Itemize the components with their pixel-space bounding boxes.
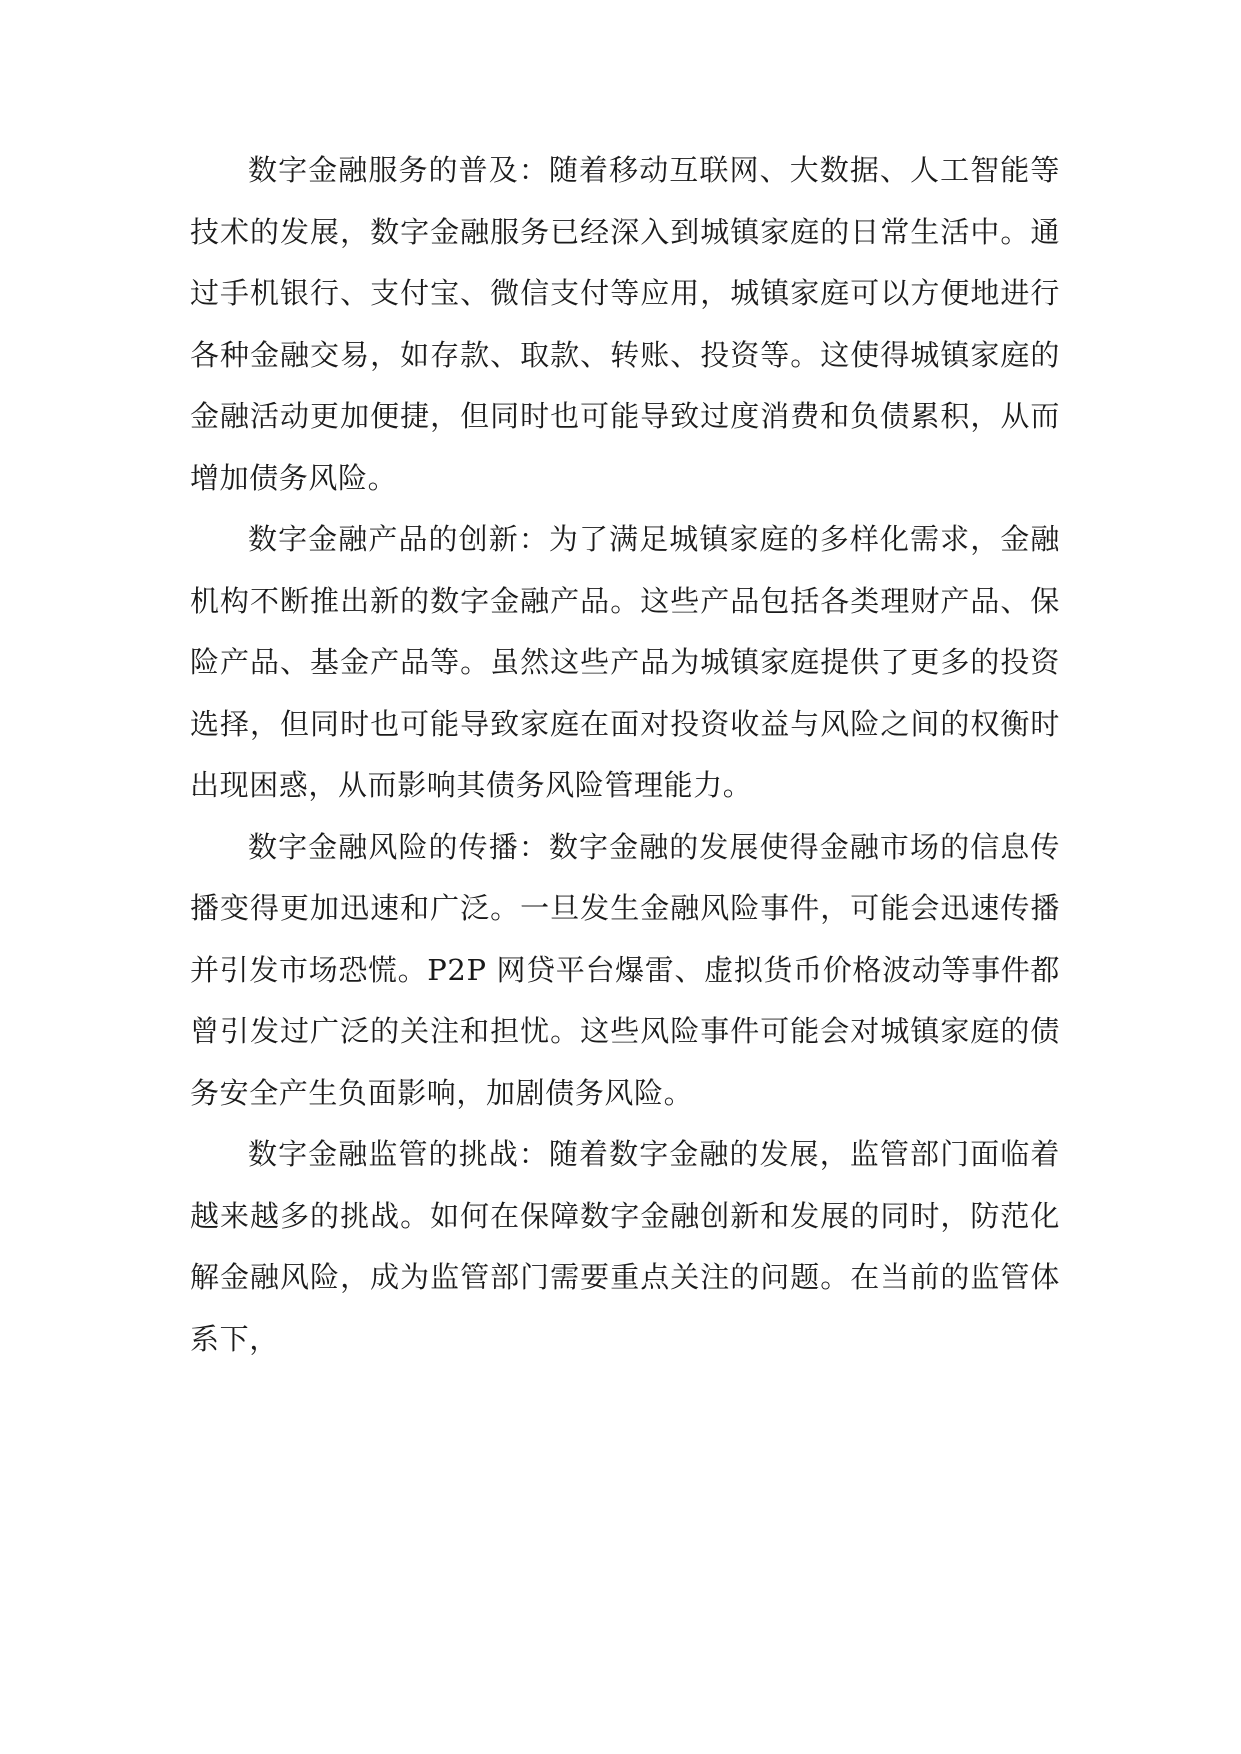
paragraph-digital-finance-risk-spread: 数字金融风险的传播：数字金融的发展使得金融市场的信息传播变得更加迅速和广泛。一旦发生金融风险事件，可能会迅速传播并引发市场恐慌。P2P 网贷平台爆雷、虚拟货币价格波动等事件都曾引发过广泛的关注和担忧。这些风险事件可能会对城镇家庭的债务安全产生负面影响，加剧债务风险。 <box>190 829 1060 1110</box>
document-body <box>190 140 1060 1370</box>
paragraph-digital-finance-services: 数字金融服务的普及：随着移动互联网、大数据、人工智能等技术的发展，数字金融服务已经深入到城镇家庭的日常生活中。通过手机银行、支付宝、微信支付等应用，城镇家庭可以方便地进行各种金融交易，如存款、取款、转账、投资等。这使得城镇家庭的金融活动更加便捷，但同时也可能导致过度消费和负债累积，从而增加债务风险。 <box>190 153 1060 495</box>
paragraph-digital-finance-products: 数字金融产品的创新：为了满足城镇家庭的多样化需求，金融机构不断推出新的数字金融产品。这些产品包括各类理财产品、保险产品、基金产品等。虽然这些产品为城镇家庭提供了更多的投资选择，但同时也可能导致家庭在面对投资收益与风险之间的权衡时出现困惑，从而影响其债务风险管理能力。 <box>190 522 1060 802</box>
paragraph-digital-finance-regulation: 数字金融监管的挑战：随着数字金融的发展，监管部门面临着越来越多的挑战。如何在保障数字金融创新和发展的同时，防范化解金融风险，成为监管部门需要重点关注的问题。在当前的监管体系下， <box>190 1137 1060 1356</box>
